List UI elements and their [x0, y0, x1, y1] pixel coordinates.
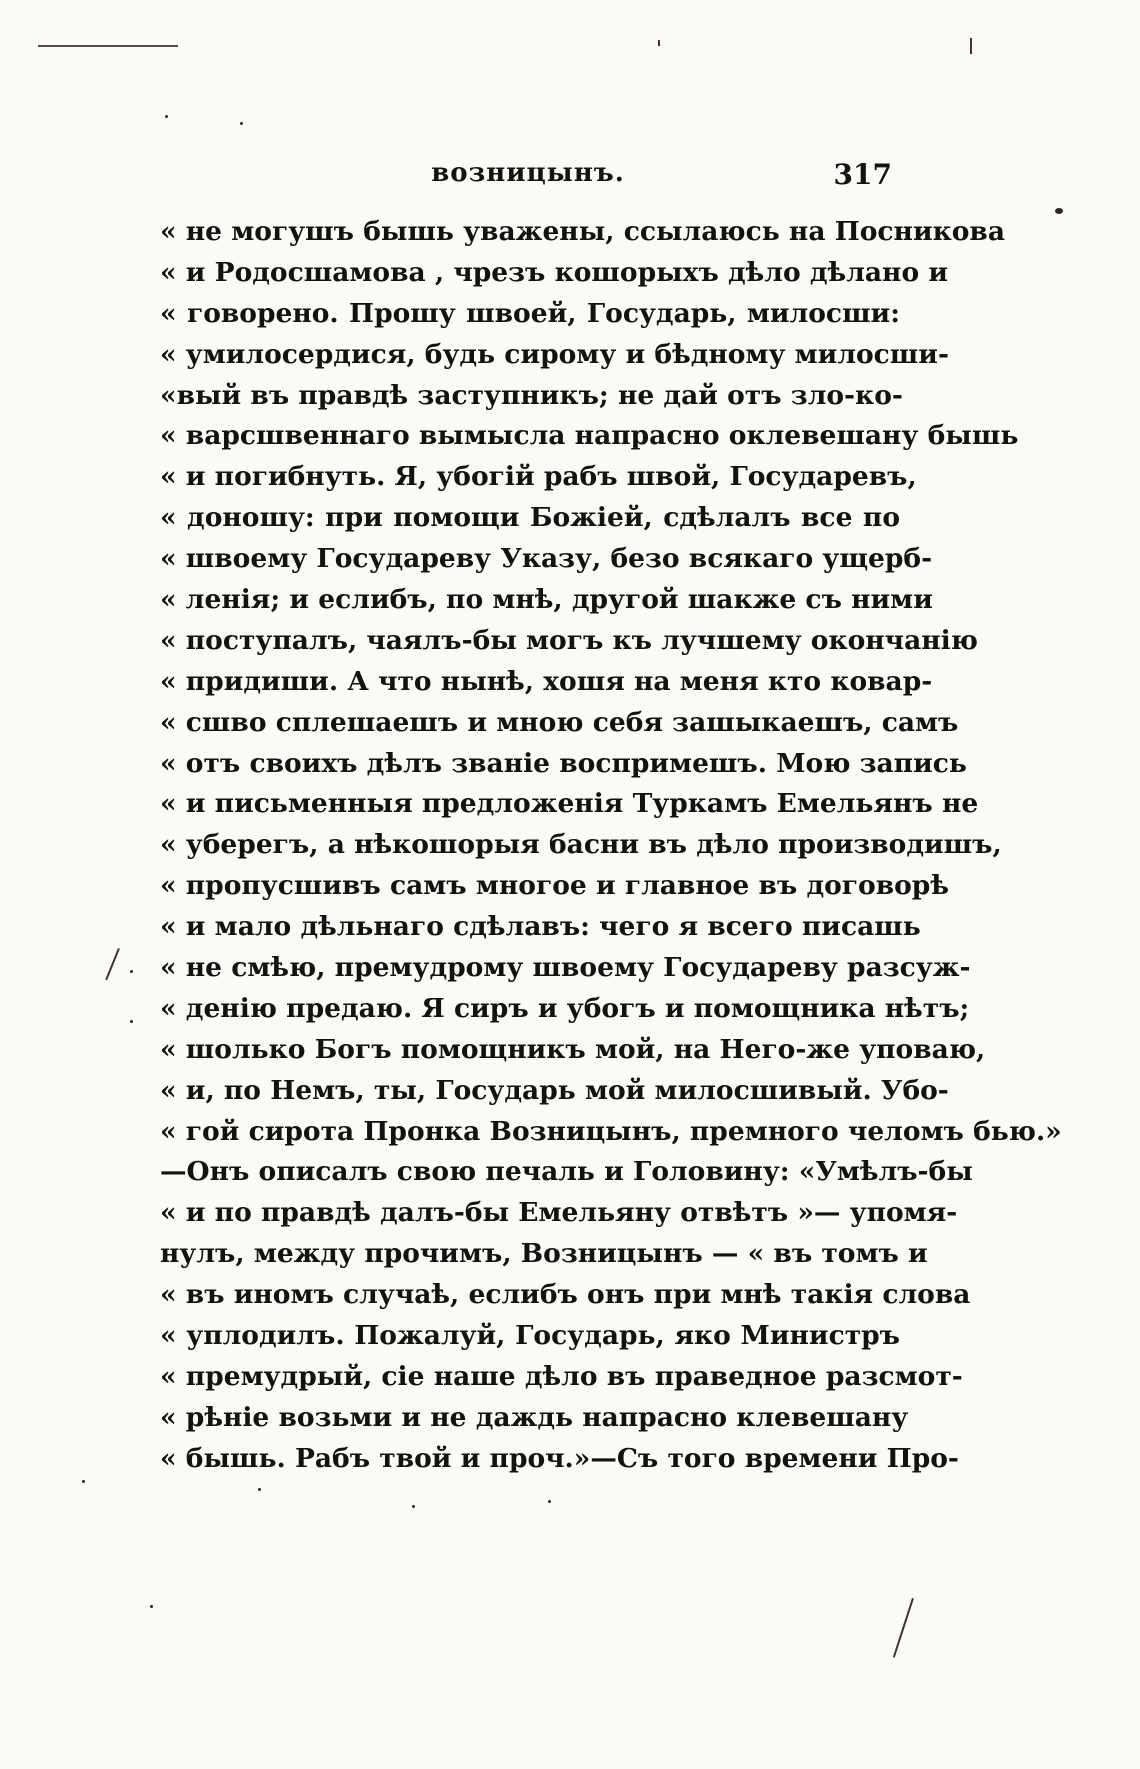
text-line: « бышь. Рабъ твой и проч.»—Съ того времени Про-: [160, 1442, 959, 1474]
text-line: « поступалъ, чаялъ-бы могъ къ лучшему окончанію: [160, 624, 978, 656]
page-header: [160, 158, 900, 198]
page-number: 317: [833, 158, 892, 191]
scan-edge-mark: [970, 38, 972, 54]
scan-speck: [165, 115, 168, 118]
scan-speck: [412, 1505, 415, 1508]
text-line: « не смѣю, премудрому швоему Государеву разсуж-: [160, 952, 971, 984]
pen-mark: [105, 948, 120, 980]
scan-speck: [130, 970, 133, 973]
text-line: « гой сирота Пронка Возницынъ, премного челомъ бью.»: [160, 1115, 1062, 1147]
scan-speck: [548, 1500, 551, 1503]
text-line: «вый въ правдѣ заступникъ; не дай отъ зло-ко-: [160, 379, 903, 411]
text-line: « пропусшивъ самъ многое и главное въ договорѣ: [160, 870, 949, 902]
scan-edge-mark: [658, 40, 660, 46]
running-title: возницынъ.: [431, 158, 625, 188]
text-line: « придиши. А что нынѣ, хошя на меня кто ковар-: [160, 665, 933, 697]
scan-speck: [130, 1020, 133, 1023]
text-line: « и письменныя предложенія Туркамъ Емельянъ не: [160, 788, 979, 820]
scan-speck: [1055, 208, 1063, 214]
scan-speck: [82, 1480, 85, 1483]
pen-mark: [893, 1598, 914, 1658]
scan-speck: [258, 1488, 261, 1491]
text-line: « уплодилъ. Пожалуй, Государь, яко Министръ: [160, 1320, 900, 1352]
text-line: « не могушъ бышь уважены, ссылаюсь на Посникова: [160, 216, 1005, 247]
text-line: « премудрый, сіе наше дѣло въ праведное разсмот-: [160, 1360, 963, 1392]
scan-speck: [150, 1605, 153, 1608]
text-line: « и Родосшамова , чрезъ кошорыхъ дѣло дѣлано и: [160, 256, 948, 288]
text-line: « отъ своихъ дѣлъ званіе воспримешъ. Мою запись: [160, 747, 967, 779]
text-line: —Онъ описалъ свою печаль и Головину: «Умѣлъ-бы: [160, 1156, 973, 1188]
text-line: « и погибнуть. Я, убогій рабъ швой, Государевъ,: [160, 461, 917, 493]
text-line: « доношу: при помощи Божіей, сдѣлалъ все по: [160, 502, 900, 534]
text-line: нулъ, между прочимъ, Возницынъ — « въ томъ и: [160, 1238, 928, 1270]
text-line: « умилосердися, будь сирому и бѣдному милосши-: [160, 338, 949, 370]
text-line: « и, по Немъ, ты, Государь мой милосшивый. Убо-: [160, 1074, 949, 1106]
text-line: « ленія; и еслибъ, по мнѣ, другой шакже съ ними: [160, 584, 933, 616]
text-line: « шолько Богъ помощникъ мой, на Него-же уповаю,: [160, 1033, 986, 1065]
text-line: « уберегъ, а нѣкошорыя басни въ дѣло производишъ,: [160, 829, 1002, 861]
text-line: « говорено. Прошу швоей, Государь, милосши:: [160, 297, 900, 329]
scan-speck: [240, 122, 243, 125]
text-line: « въ иномъ случаѣ, еслибъ онъ при мнѣ такія слова: [160, 1279, 971, 1311]
text-line: « варсшвеннаго вымысла напрасно оклевешану бышь: [160, 420, 1019, 452]
text-line: « и по правдѣ далъ-бы Емельяну отвѣтъ »— упомя-: [160, 1197, 958, 1229]
text-line: « швоему Государеву Указу, безо всякаго ущерб-: [160, 543, 933, 575]
text-line: « денію предаю. Я сиръ и убогъ и помощника нѣтъ;: [160, 992, 970, 1024]
text-line: « рѣніе возьми и не даждь напрасно клевешану: [160, 1401, 909, 1433]
scan-edge-line: [38, 45, 178, 47]
text-line: « и мало дѣльнаго сдѣлавъ: чего я всего писашь: [160, 911, 921, 943]
text-line: « сшво сплешаешъ и мною себя зашыкаешъ, самъ: [160, 706, 959, 738]
body-text: [160, 212, 1062, 1480]
